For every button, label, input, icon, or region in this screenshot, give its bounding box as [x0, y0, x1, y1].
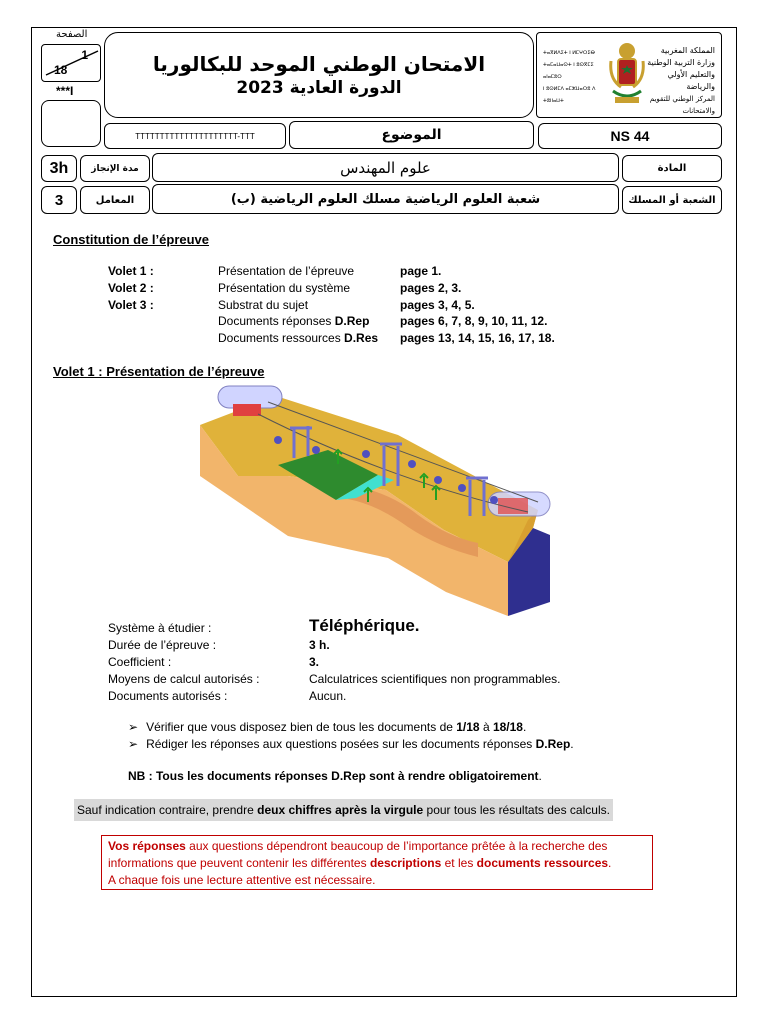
arrow-bullet-icon: ➢: [128, 720, 139, 734]
volet-pages: pages 13, 14, 15, 16, 17, 18.: [400, 331, 555, 345]
nb-note: [128, 769, 542, 783]
bullet-bold: 1/18: [456, 720, 480, 734]
cabin: [434, 476, 442, 484]
advice-line: [108, 838, 646, 855]
subject-label: الموضوع: [381, 127, 442, 143]
volet-desc: Substrat du sujet: [218, 298, 309, 312]
title-box: [104, 32, 534, 118]
volet-desc: Documents réponses: [218, 314, 335, 328]
info-value: 3 h.: [309, 638, 330, 652]
matter-label-box: [622, 155, 722, 182]
bullet-item: [128, 737, 574, 751]
cabin: [362, 450, 370, 458]
tifinagh-line: ⵏ ⵓⵙⵍⵎⴷ ⴰⵎⵣⵡⴰⵔⵓ ⴷ ⵜⵓⵏⵏⴰⵡⵜ: [543, 86, 596, 104]
branch-label: الشعبة أو المسلك: [628, 194, 716, 206]
bullet-text: .: [522, 720, 527, 734]
coef-label-box: [80, 186, 150, 214]
exam-session: الدورة العادية 2023: [236, 78, 402, 98]
tifinagh-block: [543, 47, 603, 107]
cable-car-illustration: [198, 380, 570, 616]
duration-value-box: [41, 155, 77, 182]
volet-desc-bold: D.Rep: [334, 314, 370, 328]
info-value: 3.: [309, 655, 320, 669]
stars: ***I: [56, 84, 74, 98]
ministry-line: والتعليم الأولي والرياضة: [667, 70, 715, 91]
advice-bold: descriptions: [369, 856, 442, 870]
arrow-bullet-icon: ➢: [128, 737, 139, 751]
coef-value-box: [41, 186, 77, 214]
volet-desc: Présentation du système: [218, 281, 351, 295]
advice-text: et les: [441, 856, 477, 870]
bullet-text: .: [570, 737, 574, 751]
bullet-bold: 18/18: [492, 720, 523, 734]
ministry-line: وزارة التربية الوطنية: [647, 58, 715, 67]
volet1-title: Volet 1 : Présentation de l’épreuve: [53, 364, 265, 379]
branch-label-box: [622, 186, 722, 214]
branch-name-box: [152, 184, 619, 214]
advice-line: A chaque fois une lecture attentive est nécessaire.: [108, 873, 376, 887]
volet-label: Volet 3 :: [108, 298, 154, 312]
volet-pages: pages 3, 4, 5.: [400, 298, 475, 312]
cabin: [458, 484, 466, 492]
page-label: الصفحة: [56, 29, 88, 40]
advice-box: [101, 835, 653, 890]
code-box: [104, 123, 286, 149]
info-label: Coefficient :: [108, 655, 172, 669]
advice-text: .: [608, 856, 612, 870]
info-label: Moyens de calcul autorisés :: [108, 672, 260, 686]
advice-text: informations que peuvent contenir les différentes: [108, 856, 370, 870]
volet-desc: Présentation de l’épreuve: [218, 264, 355, 278]
info-value: Calculatrices scientifiques non programmables.: [309, 672, 561, 686]
subject-label-box: [289, 121, 534, 149]
volet-label: Volet 2 :: [108, 281, 154, 295]
cabin: [274, 436, 282, 444]
nb-end: .: [538, 769, 542, 783]
nb-text: NB : Tous les documents réponses D.Rep sont à rendre obligatoirement: [128, 769, 539, 783]
matter-label: المادة: [657, 163, 687, 174]
info-label: Documents autorisés :: [108, 689, 228, 703]
info-label: Système à étudier :: [108, 621, 212, 635]
station-left-motor: [233, 404, 261, 416]
bullet-text: Rédiger les réponses aux questions posées sur les documents réponses: [146, 737, 536, 751]
ministry-line: المملكة المغربية: [660, 46, 715, 55]
volet-desc-bold: D.Res: [344, 331, 379, 345]
info-value: Aucun.: [309, 689, 347, 703]
branch-name: شعبة العلوم الرياضية مسلك العلوم الرياضية (ب): [230, 191, 541, 207]
duration-label: مدة الإنجاز: [91, 163, 139, 174]
subject-name: علوم المهندس: [340, 158, 431, 177]
duration-label-box: [80, 155, 150, 182]
cabin: [408, 460, 416, 468]
tifinagh-line: ⵜⴰⴳⵍⴷⵉⵜ ⵏ ⵍⵎⵖⵔⵉⴱ: [543, 50, 595, 56]
note-text: pour tous les résultats des calculs.: [423, 803, 610, 817]
ns-code-box: [538, 123, 722, 149]
info-label: Durée de l’épreuve :: [108, 638, 217, 652]
bullet-item: [128, 720, 526, 734]
coat-of-arms-icon: [607, 41, 647, 107]
volet-desc-group: [218, 314, 369, 328]
page-num: 1: [81, 48, 88, 62]
advice-line: [108, 855, 646, 872]
volet-desc-group: [218, 331, 378, 345]
advice-bold: Vos réponses: [108, 839, 186, 853]
coef-label: المعامل: [95, 194, 135, 206]
volet-label: Volet 1 :: [108, 264, 154, 278]
note-text: Sauf indication contraire, prendre: [77, 803, 258, 817]
blank-box: [41, 100, 101, 147]
volet-desc: Documents ressources: [218, 331, 345, 345]
cabin: [312, 446, 320, 454]
volet-pages: pages 2, 3.: [400, 281, 462, 295]
constitution-title: Constitution de l’épreuve: [53, 232, 210, 247]
volet-pages: pages 6, 7, 8, 9, 10, 11, 12.: [400, 314, 548, 328]
page-number-box: [41, 44, 101, 82]
ns-code: NS 44: [610, 128, 650, 144]
page-divider-line: [42, 45, 102, 83]
coef-value: 3: [54, 191, 64, 209]
bullet-bold: D.Rep: [535, 737, 571, 751]
code-string: TTTTTTTTTTTTTTTTTTTTT-TTT: [135, 131, 255, 141]
note-bold: deux chiffres après la virgule: [257, 803, 424, 817]
calc-note: [74, 799, 613, 821]
volet-pages: page 1.: [400, 264, 442, 278]
duration-value: 3h: [49, 159, 69, 177]
cabin: [490, 496, 498, 504]
bullet-text: à: [479, 720, 493, 734]
system-name: Téléphérique.: [309, 616, 420, 635]
advice-text: aux questions dépendront beaucoup de l’importance prêtée à la recherche des: [185, 839, 608, 853]
ministry-line: المركز الوطني للتقويم والامتحانات: [649, 95, 715, 115]
ministry-box: [536, 32, 722, 118]
page-total: 18: [54, 63, 68, 77]
subject-name-box: [152, 153, 619, 182]
tifinagh-line: ⵜⴰⵎⴰⵡⴰⵙⵜ ⵏ ⵓⵙⴳⵎⵉ ⴰⵏⴰⵎⵓⵔ: [543, 62, 594, 80]
bullet-text: Vérifier que vous disposez bien de tous les documents de: [146, 720, 457, 734]
ministry-text: [643, 45, 715, 117]
exam-title: الامتحان الوطني الموحد للبكالوريا: [152, 52, 486, 76]
advice-bold: documents ressources: [476, 856, 609, 870]
